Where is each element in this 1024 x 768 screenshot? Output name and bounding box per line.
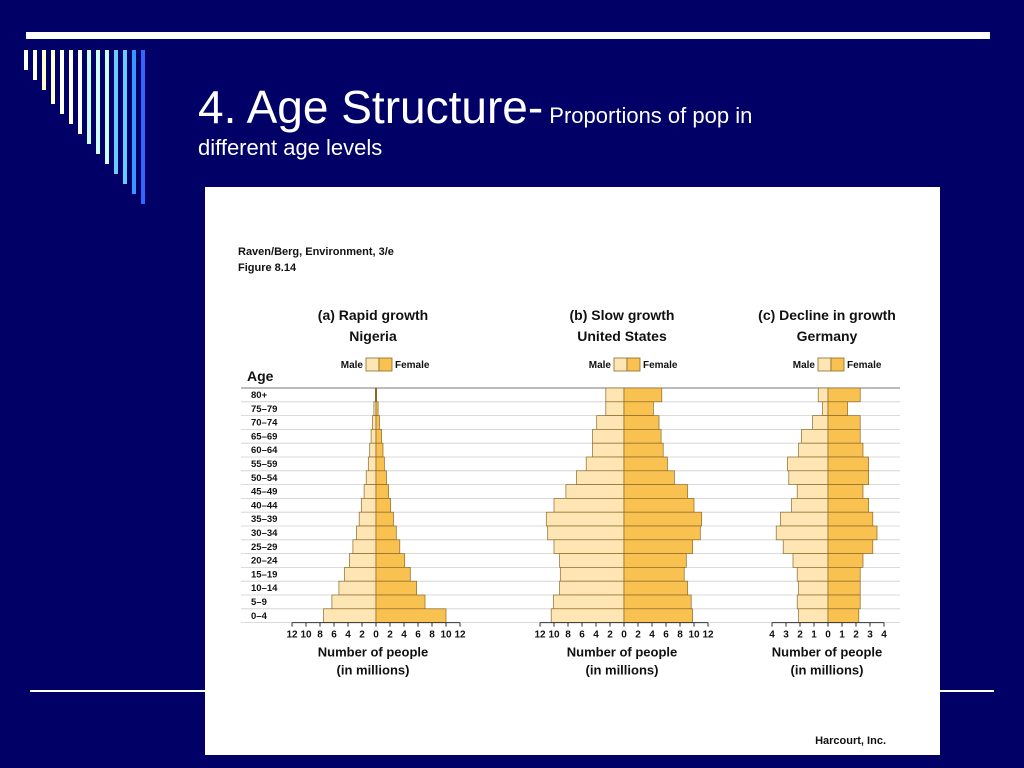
bar-male: [818, 388, 828, 402]
bar-male: [776, 526, 828, 540]
bar-male: [546, 512, 624, 526]
bar-male: [366, 471, 376, 485]
legend-male-swatch: [818, 358, 831, 371]
bar-male: [799, 609, 828, 623]
bar-male: [576, 471, 624, 485]
bar-male: [339, 581, 376, 595]
chart-title: (a) Rapid growth: [317, 307, 429, 323]
age-label: 20–24: [251, 555, 278, 567]
bar-male: [370, 443, 376, 457]
x-tick-label: 12: [286, 629, 298, 641]
bar-male: [597, 416, 624, 430]
bar-male: [797, 595, 828, 609]
age-label: 75–79: [251, 403, 278, 415]
bar-female: [376, 388, 377, 402]
legend-female-label: Female: [643, 360, 678, 371]
decorative-line: [87, 50, 91, 144]
age-label: 45–49: [251, 486, 278, 498]
bar-male: [793, 554, 828, 568]
bar-female: [624, 485, 688, 499]
bar-female: [624, 554, 686, 568]
bar-female: [624, 443, 663, 457]
x-tick-label: 6: [579, 629, 585, 641]
bar-female: [624, 512, 702, 526]
age-label: 0–4: [251, 610, 267, 622]
x-tick-label: 10: [688, 629, 700, 641]
x-tick-label: 4: [593, 629, 599, 641]
bar-female: [828, 595, 860, 609]
bar-female: [624, 388, 662, 402]
bar-male: [797, 485, 828, 499]
x-axis-label-line2: (in millions): [790, 662, 864, 678]
bar-female: [376, 512, 394, 526]
bar-male: [548, 526, 624, 540]
age-label: 40–44: [251, 500, 278, 512]
bar-male: [792, 498, 828, 512]
bar-female: [828, 457, 869, 471]
bar-female: [828, 498, 869, 512]
x-tick-label: 3: [783, 629, 789, 641]
figure-panel: [205, 187, 940, 755]
bar-female: [376, 402, 378, 416]
bar-male: [349, 554, 376, 568]
bar-male: [593, 443, 625, 457]
title-sub: Proportions of pop in: [543, 103, 753, 128]
bar-male: [593, 429, 625, 443]
bar-female: [376, 485, 389, 499]
decorative-line: [141, 50, 145, 204]
chart-subtitle: Nigeria: [349, 328, 397, 344]
chart-subtitle: Germany: [796, 328, 858, 344]
bar-male: [364, 485, 376, 499]
bar-female: [624, 457, 667, 471]
x-axis-label-line1: Number of people: [566, 644, 678, 660]
bar-male: [345, 567, 377, 581]
x-tick-label: 1: [839, 629, 845, 641]
decorative-line: [60, 50, 64, 114]
bar-female: [376, 581, 417, 595]
legend-female-label: Female: [847, 360, 882, 371]
x-tick-label: 2: [797, 629, 803, 641]
bar-female: [376, 609, 446, 623]
bar-male: [361, 498, 376, 512]
decorative-line: [24, 50, 28, 70]
age-label: 5–9: [251, 597, 267, 608]
pyramid-2: [534, 307, 714, 678]
age-label: 65–69: [251, 431, 278, 443]
bar-male: [560, 567, 624, 581]
bar-female: [624, 595, 691, 609]
title-sub-line2: different age levels: [198, 135, 383, 160]
decorative-line: [69, 50, 73, 124]
bar-male: [586, 457, 624, 471]
decorative-line: [33, 50, 37, 80]
bar-female: [376, 429, 382, 443]
bar-male: [801, 429, 828, 443]
pyramid-1: [286, 307, 466, 678]
credit: Harcourt, Inc.: [815, 735, 886, 747]
x-tick-label: 12: [534, 629, 546, 641]
age-label: 60–64: [251, 445, 278, 457]
x-axis-label-line1: Number of people: [771, 644, 883, 660]
x-tick-label: 2: [635, 629, 641, 641]
bar-female: [376, 526, 396, 540]
bar-female: [376, 595, 425, 609]
x-tick-label: 10: [300, 629, 312, 641]
legend-female-swatch: [627, 358, 640, 371]
bar-female: [624, 498, 694, 512]
bar-female: [624, 567, 684, 581]
x-axis-label-line2: (in millions): [585, 662, 659, 678]
bar-female: [624, 402, 653, 416]
bar-male: [799, 443, 828, 457]
x-tick-label: 8: [429, 629, 435, 641]
bar-male: [554, 498, 624, 512]
legend-male-label: Male: [588, 360, 611, 371]
bar-female: [828, 485, 863, 499]
legend-male-label: Male: [340, 360, 363, 371]
bar-male: [560, 554, 624, 568]
bar-female: [376, 498, 391, 512]
x-tick-label: 4: [881, 629, 887, 641]
decorative-line: [132, 50, 136, 194]
x-tick-label: 0: [621, 629, 627, 641]
x-tick-label: 4: [769, 629, 775, 641]
x-tick-label: 6: [663, 629, 669, 641]
legend-male-label: Male: [792, 360, 815, 371]
x-tick-label: 8: [677, 629, 683, 641]
x-tick-label: 12: [702, 629, 714, 641]
decorative-line: [105, 50, 109, 164]
age-label: 55–59: [251, 459, 278, 470]
x-tick-label: 2: [607, 629, 613, 641]
bar-male: [606, 402, 624, 416]
bar-male: [789, 471, 828, 485]
population-pyramids: [205, 187, 940, 755]
decorative-line: [78, 50, 82, 134]
bar-female: [828, 554, 863, 568]
age-label: 70–74: [251, 417, 278, 429]
bar-female: [624, 609, 693, 623]
bar-male: [373, 416, 377, 430]
bar-female: [828, 388, 860, 402]
bar-male: [783, 540, 828, 554]
top-rule: [26, 32, 990, 39]
decorative-line: [123, 50, 127, 184]
x-tick-label: 4: [345, 629, 351, 641]
bar-male: [359, 512, 376, 526]
x-tick-label: 8: [565, 629, 571, 641]
x-tick-label: 8: [317, 629, 323, 641]
bar-female: [376, 567, 410, 581]
chart-subtitle: United States: [577, 328, 667, 344]
bar-male: [371, 429, 376, 443]
bar-female: [828, 526, 877, 540]
bar-female: [624, 416, 659, 430]
bar-male: [353, 540, 376, 554]
x-tick-label: 2: [853, 629, 859, 641]
x-tick-label: 4: [401, 629, 407, 641]
age-label: 35–39: [251, 514, 278, 526]
x-tick-label: 6: [415, 629, 421, 641]
bar-male: [332, 595, 376, 609]
bar-female: [828, 416, 860, 430]
bar-female: [376, 443, 383, 457]
legend-male-swatch: [366, 358, 379, 371]
x-axis-label-line1: Number of people: [317, 644, 429, 660]
bar-female: [624, 471, 674, 485]
bar-female: [828, 609, 859, 623]
bar-female: [828, 471, 869, 485]
bar-female: [828, 402, 848, 416]
decorative-line: [114, 50, 118, 174]
legend-female-swatch: [831, 358, 844, 371]
bar-male: [606, 388, 624, 402]
bar-male: [368, 457, 376, 471]
bar-female: [376, 554, 405, 568]
x-tick-label: 4: [649, 629, 655, 641]
age-label: 15–19: [251, 569, 278, 581]
age-label: 10–14: [251, 583, 278, 595]
bar-female: [828, 540, 873, 554]
bar-female: [624, 429, 661, 443]
x-tick-label: 3: [867, 629, 873, 641]
bar-male: [560, 581, 624, 595]
legend-female-swatch: [379, 358, 392, 371]
age-header: Age: [247, 368, 274, 384]
bar-female: [624, 526, 700, 540]
bar-female: [624, 581, 688, 595]
bar-male: [324, 609, 377, 623]
bar-male: [356, 526, 376, 540]
bar-female: [828, 443, 863, 457]
bar-male: [553, 595, 624, 609]
x-axis-label-line2: (in millions): [336, 662, 410, 678]
bar-female: [828, 567, 860, 581]
bar-female: [376, 416, 380, 430]
bar-female: [828, 512, 873, 526]
x-tick-label: 2: [359, 629, 365, 641]
x-tick-label: 1: [811, 629, 817, 641]
age-label: 30–34: [251, 528, 278, 539]
chart-title: (c) Decline in growth: [758, 307, 896, 323]
x-tick-label: 0: [373, 629, 379, 641]
bar-male: [551, 609, 624, 623]
bar-male: [797, 567, 828, 581]
bar-male: [787, 457, 828, 471]
title-main: 4. Age Structure-: [198, 81, 544, 133]
bar-female: [376, 540, 400, 554]
x-tick-label: 2: [387, 629, 393, 641]
slide-title: [198, 80, 958, 162]
bar-male: [813, 416, 828, 430]
x-tick-label: 12: [454, 629, 466, 641]
decorative-line: [51, 50, 55, 104]
bar-male: [554, 540, 624, 554]
age-label: 80+: [251, 390, 268, 401]
legend-male-swatch: [614, 358, 627, 371]
bar-male: [780, 512, 828, 526]
pyramid-3: [758, 307, 896, 678]
x-tick-label: 10: [440, 629, 452, 641]
age-label: 50–54: [251, 472, 278, 484]
decorative-line: [96, 50, 100, 154]
x-tick-label: 10: [548, 629, 560, 641]
source-line-2: Figure 8.14: [238, 262, 297, 274]
bar-female: [376, 457, 384, 471]
bar-male: [799, 581, 828, 595]
bar-female: [828, 429, 860, 443]
bar-male: [566, 485, 624, 499]
source-line-1: Raven/Berg, Environment, 3/e: [238, 246, 394, 258]
bar-female: [376, 471, 387, 485]
age-label: 25–29: [251, 541, 278, 553]
bar-female: [624, 540, 693, 554]
bar-female: [828, 581, 860, 595]
bar-male: [822, 402, 828, 416]
x-tick-label: 0: [825, 629, 831, 641]
decorative-line: [42, 50, 46, 90]
x-tick-label: 6: [331, 629, 337, 641]
chart-title: (b) Slow growth: [569, 307, 675, 323]
legend-female-label: Female: [395, 360, 430, 371]
